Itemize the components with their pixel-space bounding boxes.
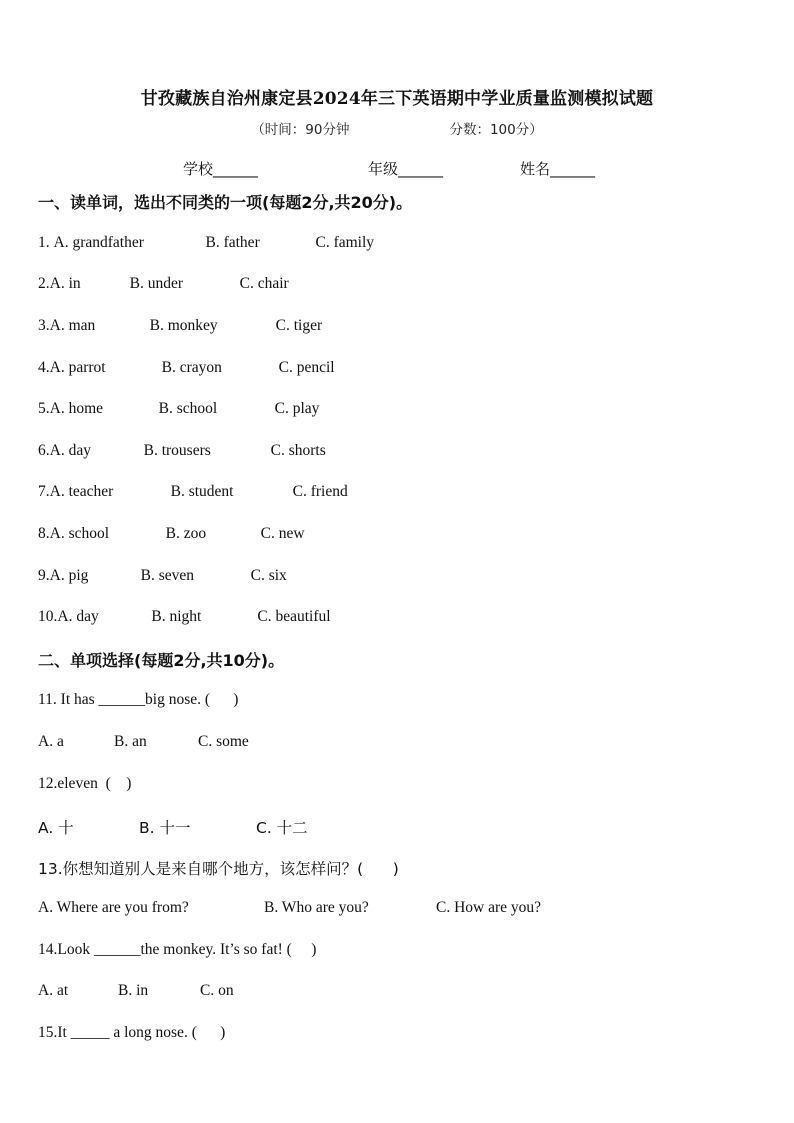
option-c: C. six <box>250 567 287 584</box>
question-15: 15.It _____ a long nose. ( ) <box>38 1024 226 1041</box>
grade-field: 年级______ <box>368 160 444 178</box>
question-2 <box>38 275 289 293</box>
option-b: B. under <box>129 275 184 292</box>
question-10 <box>38 608 331 626</box>
option-c: C. new <box>260 525 305 542</box>
option-a: A. parrot <box>49 359 106 376</box>
exam-meta <box>0 118 794 138</box>
option-a: A. grandfather <box>53 234 144 251</box>
question-11-options <box>38 733 249 751</box>
option-a: A. in <box>49 275 81 292</box>
question-number: 6. <box>38 442 50 459</box>
question-number: 10. <box>38 608 58 625</box>
question-number: 1. <box>38 234 54 251</box>
option-c: C. play <box>274 400 320 417</box>
option-b: B. 十一 <box>139 819 191 837</box>
option-b: B. crayon <box>161 359 222 376</box>
option-b: B. seven <box>140 567 195 584</box>
option-a: A. home <box>49 400 104 417</box>
option-b: B. father <box>205 234 260 251</box>
question-3 <box>38 317 322 335</box>
question-8 <box>38 525 305 543</box>
option-c: C. family <box>315 234 375 251</box>
option-b: B. student <box>170 483 234 500</box>
question-14-options <box>38 982 234 1000</box>
question-12-options <box>38 816 308 838</box>
question-5 <box>38 400 319 418</box>
question-7 <box>38 483 348 501</box>
question-1 <box>38 234 374 252</box>
option-c: C. some <box>198 733 249 750</box>
option-b: B. school <box>158 400 218 417</box>
option-a: A. man <box>49 317 96 334</box>
option-c: C. shorts <box>270 442 326 459</box>
option-c: C. chair <box>239 275 289 292</box>
option-a: A. school <box>49 525 110 542</box>
option-c: C. friend <box>292 483 348 500</box>
option-a: A. teacher <box>49 483 114 500</box>
question-number: 5. <box>38 400 50 417</box>
option-c: C. tiger <box>275 317 323 334</box>
option-a: A. day <box>49 442 91 459</box>
option-b: B. night <box>151 608 202 625</box>
option-c: C. pencil <box>278 359 335 376</box>
option-c: C. How are you? <box>436 899 542 916</box>
question-number: 9. <box>38 567 50 584</box>
option-a: A. at <box>38 982 69 999</box>
option-b: B. trousers <box>143 442 211 459</box>
option-b: B. Who are you? <box>264 899 369 916</box>
question-12: 12.eleven ( ) <box>38 775 132 792</box>
name-field: 姓名______ <box>520 160 596 178</box>
option-b: B. monkey <box>149 317 218 334</box>
question-number: 3. <box>38 317 50 334</box>
option-c: C. 十二 <box>256 819 308 837</box>
option-b: B. in <box>118 982 149 999</box>
option-a: A. Where are you from? <box>38 899 189 916</box>
exam-score: 分数：100分） <box>449 122 543 138</box>
question-number: 2. <box>38 275 50 292</box>
option-a: A. 十 <box>38 819 74 837</box>
question-number: 4. <box>38 359 50 376</box>
question-13: 13.你想知道别人是来自哪个地方，该怎样问？( ) <box>38 860 399 878</box>
question-11: 11. It has ______big nose. ( ) <box>38 691 239 708</box>
school-field: 学校______ <box>183 160 259 178</box>
question-13-options <box>38 899 541 917</box>
option-a: A. a <box>38 733 64 750</box>
question-9 <box>38 567 287 585</box>
option-a: A. pig <box>49 567 89 584</box>
section1-heading: 一、读单词，选出不同类的一项(每题2分,共20分)。 <box>38 193 413 212</box>
question-4 <box>38 359 335 377</box>
question-14: 14.Look ______the monkey. It’s so fat! ( ) <box>38 941 317 958</box>
question-number: 8. <box>38 525 50 542</box>
option-c: C. on <box>200 982 234 999</box>
page-title: 甘孜藏族自治州康定县2024年三下英语期中学业质量监测模拟试题 <box>140 89 654 109</box>
question-number: 7. <box>38 483 50 500</box>
option-c: C. beautiful <box>257 608 331 625</box>
option-b: B. an <box>114 733 147 750</box>
question-6 <box>38 442 326 460</box>
exam-time: （时间：90分钟 <box>251 122 350 138</box>
option-b: B. zoo <box>165 525 207 542</box>
section2-heading: 二、单项选择(每题2分,共10分)。 <box>38 651 285 670</box>
option-a: A. day <box>57 608 99 625</box>
